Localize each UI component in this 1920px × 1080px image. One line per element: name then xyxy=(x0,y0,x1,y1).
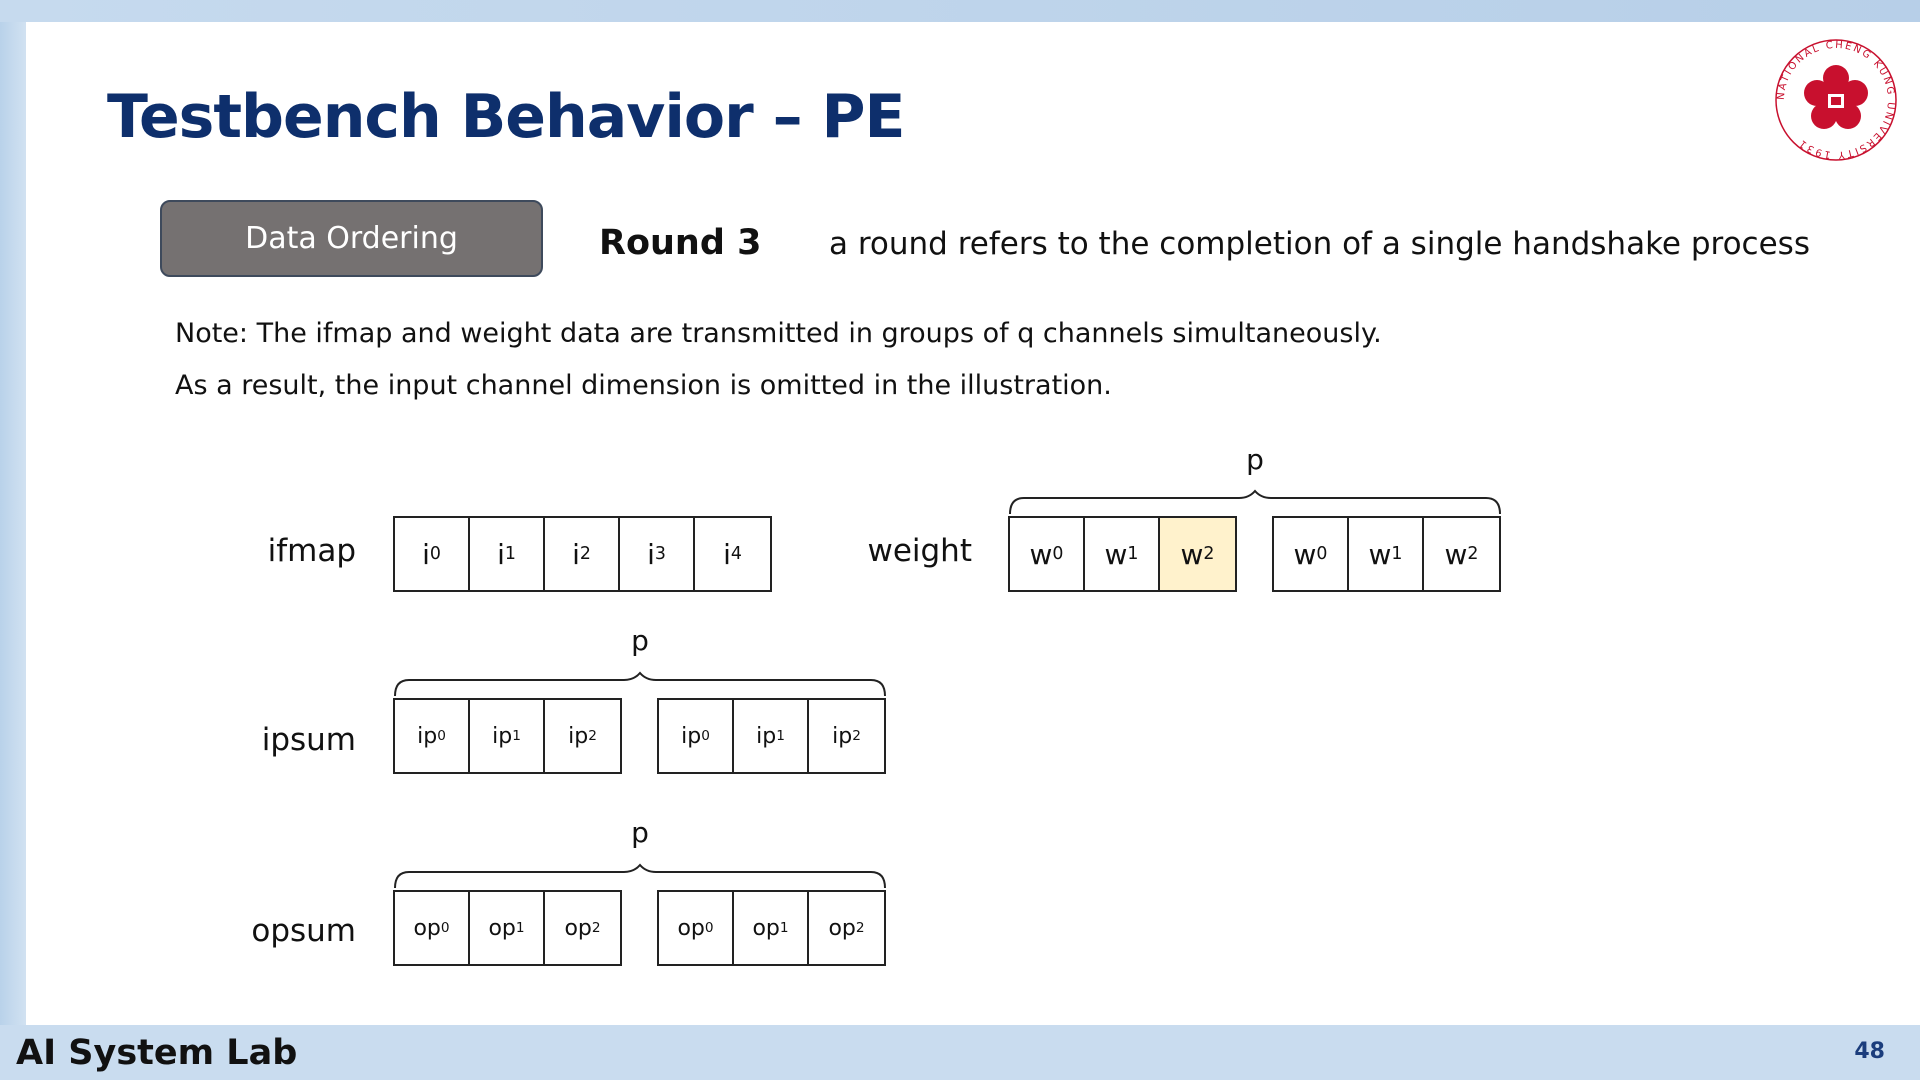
ifmap-cell: i 1 xyxy=(470,518,545,590)
opsum-cell-base: op xyxy=(413,915,441,941)
opsum-cell-base: op xyxy=(488,915,516,941)
ipsum-cell: ip 0 xyxy=(395,700,470,772)
weight-cell-group xyxy=(1272,516,1501,592)
weight-cell: w 0 xyxy=(1274,518,1349,590)
weight-cell-base: w xyxy=(1180,537,1204,571)
ipsum-cell-base: ip xyxy=(417,723,438,749)
ipsum-cell-group xyxy=(657,698,886,774)
opsum-brace-label: p xyxy=(631,816,649,849)
weight-brace-label: p xyxy=(1246,443,1264,476)
round-description: a round refers to the completion of a single handshake process xyxy=(829,226,1810,262)
note-line-1: Note: The ifmap and weight data are transmitted in groups of q channels simultaneously. xyxy=(175,318,1382,349)
ipsum-cell-base: ip xyxy=(832,723,853,749)
opsum-cell: op 0 xyxy=(659,892,734,964)
ipsum-cell-base: ip xyxy=(492,723,513,749)
ifmap-cell: i 4 xyxy=(695,518,770,590)
opsum-cell-base: op xyxy=(677,915,705,941)
seal-text: NATIONAL CHENG KUNG UNIVERSITY 1931 xyxy=(1775,39,1897,161)
weight-cell: w 0 xyxy=(1010,518,1085,590)
weight-cell: w 2 xyxy=(1160,518,1235,590)
opsum-cell: op 0 xyxy=(395,892,470,964)
opsum-cell-base: op xyxy=(828,915,856,941)
weight-cell: w 1 xyxy=(1085,518,1160,590)
ipsum-cell: ip 1 xyxy=(734,700,809,772)
ipsum-cell: ip 2 xyxy=(545,700,620,772)
ifmap-cell-base: i xyxy=(572,537,580,571)
section-tag-data-ordering: Data Ordering xyxy=(160,200,543,277)
ipsum-label: ipsum xyxy=(261,722,356,758)
ifmap-cell: i 3 xyxy=(620,518,695,590)
ifmap-cell-base: i xyxy=(497,537,505,571)
opsum-cell: op 2 xyxy=(809,892,884,964)
ifmap-cell: i 2 xyxy=(545,518,620,590)
ifmap-label: ifmap xyxy=(267,533,356,569)
ipsum-cell-base: ip xyxy=(568,723,589,749)
page-number: 48 xyxy=(1854,1039,1885,1064)
top-band xyxy=(0,0,1920,22)
ipsum-cell: ip 0 xyxy=(659,700,734,772)
weight-brace xyxy=(1008,490,1502,516)
opsum-cell-base: op xyxy=(752,915,780,941)
ifmap-cell-base: i xyxy=(422,537,430,571)
weight-cell-base: w xyxy=(1444,537,1468,571)
weight-cell: w 1 xyxy=(1349,518,1424,590)
university-seal-logo xyxy=(1774,38,1898,162)
weight-cell-base: w xyxy=(1104,537,1128,571)
weight-cell-base: w xyxy=(1029,537,1053,571)
weight-cell: w 2 xyxy=(1424,518,1499,590)
ifmap-cell-group xyxy=(393,516,772,592)
ipsum-cell-group xyxy=(393,698,622,774)
weight-cell-base: w xyxy=(1368,537,1392,571)
opsum-cell: op 1 xyxy=(734,892,809,964)
ipsum-cell: ip 1 xyxy=(470,700,545,772)
note-line-2: As a result, the input channel dimension is omitted in the illustration. xyxy=(175,370,1112,401)
opsum-label: opsum xyxy=(251,913,356,949)
opsum-cell-group xyxy=(393,890,622,966)
slide-content-area xyxy=(26,22,1920,1025)
opsum-cell-base: op xyxy=(564,915,592,941)
opsum-brace xyxy=(393,864,887,890)
weight-label: weight xyxy=(867,533,972,569)
ipsum-cell: ip 2 xyxy=(809,700,884,772)
ipsum-cell-base: ip xyxy=(681,723,702,749)
ipsum-brace-label: p xyxy=(631,624,649,657)
footer-lab-name: AI System Lab xyxy=(16,1033,298,1073)
ipsum-cell-base: ip xyxy=(756,723,777,749)
ifmap-cell-base: i xyxy=(647,537,655,571)
opsum-cell: op 2 xyxy=(545,892,620,964)
page-title: Testbench Behavior – PE xyxy=(107,82,905,152)
ipsum-brace xyxy=(393,672,887,698)
ifmap-cell: i 0 xyxy=(395,518,470,590)
weight-cell-base: w xyxy=(1293,537,1317,571)
round-label: Round 3 xyxy=(599,223,762,263)
weight-cell-group xyxy=(1008,516,1237,592)
opsum-cell: op 1 xyxy=(470,892,545,964)
opsum-cell-group xyxy=(657,890,886,966)
ifmap-cell-base: i xyxy=(723,537,731,571)
